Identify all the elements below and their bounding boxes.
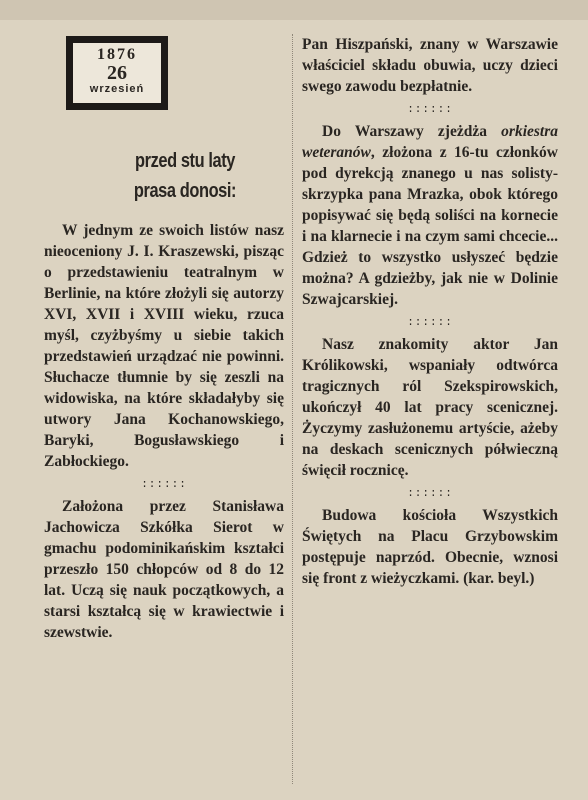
rubric-line-2: prasa donosi:: [133, 180, 237, 202]
orchestra-italic-name: orkiestra weteranów: [302, 123, 558, 161]
page-top-edge: [0, 0, 588, 20]
date-box: [66, 36, 168, 110]
article-hiszpanski: Pan Hiszpański, znany w Warszawie właściciel składu obuwia, uczy dzieci swego zawodu bezpłatnie.: [302, 36, 558, 95]
date-month: wrzesień: [89, 83, 145, 95]
article-church-construction: Budowa kościoła Wszystkich Świętych na Placu Grzybowskim postępuje naprzód. Obecnie, wznosi się front z wieżyczkami. (kar. beyl.): [302, 507, 558, 587]
article-orchestra: [302, 121, 558, 310]
left-column: [44, 36, 284, 643]
orchestra-text-rest: , złożona z 16-tu członków pod dyrekcją znanego u nas solisty-skrzypka pana Mrazka, obok którego popisywać się będą soliści na kornecie i na klarnecie i na czym sami chcecie... Gdzież to wszystko usłyszeć będzie można? A gdzieżby, jak nie w Dolinie Szwajcarskiej.: [302, 144, 558, 308]
column-divider: [292, 34, 294, 784]
orchestra-text-start: Do Warszawy zjeżdża: [322, 123, 502, 140]
separator: ::::::: [407, 104, 453, 116]
article-jachowicz-school: Założona przez Stanisława Jachowicza Szkółka Sierot w gmachu podominikańskim kształci przeszło 150 chłopców od 8 do 12 lat. Uczą się nauk początkowych, a starsi kształcą się w krawiectwie i szewstwie.: [44, 498, 284, 641]
separator: ::::::: [407, 317, 453, 329]
rubric-line-1: przed stu laty: [135, 150, 235, 172]
date-day: 26: [107, 62, 127, 84]
rubric-heading: [104, 146, 266, 206]
date-year: 1876: [97, 46, 137, 63]
right-column: [302, 34, 558, 589]
separator: ::::::: [407, 488, 453, 500]
article-krolikowski: Nasz znakomity aktor Jan Królikowski, wspaniały odtwórca tragicznych ról Szekspirowskich, ukończył 40 lat pracy scenicznej. Życzymy zasłużonemu artyście, ażeby na deskach scenicznych półwieczną święcił rocznicę.: [302, 336, 558, 479]
separator: ::::::: [141, 479, 187, 491]
article-kraszewski: W jednym ze swoich listów nasz nieoceniony J. I. Kraszewski, pisząc o przedstawieniu teatralnym w Berlinie, na które złożyli się autorzy XVI, XVII i XVIII wieku, rzuca myśl, czyżbyśmy u siebie takich przedstawień urządzać nie powinni. Słuchacze tłumnie by się zeszli na widowiska, na które składałyby się utwory Jana Kochanowskiego, Baryki, Bogusławskiego i Zabłockiego.: [44, 222, 284, 470]
